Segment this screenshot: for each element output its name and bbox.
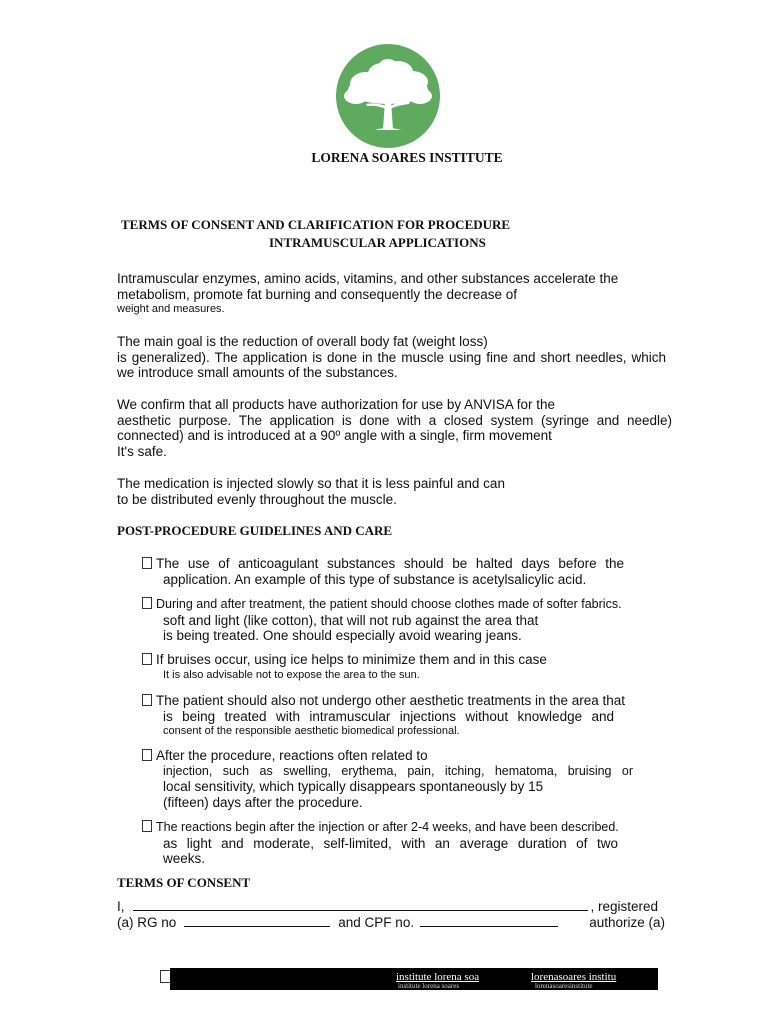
consent-name-line: I, , registered [117,899,658,914]
cpf-blank[interactable] [420,915,558,927]
checkbox-icon [142,557,152,569]
guideline-item-other-treatments: The patient should also not undergo other aesthetic treatments in the area that is being treated with intramuscular injections without knowledge and consent of the responsible aesthetic biomedical professional. [142,693,614,740]
footer-small-2: lorenasoaresinstitute [535,982,593,990]
footer-text-2: lorenasoares institu [531,971,617,983]
institute-logo [336,44,440,148]
consent-heading: TERMS OF CONSENT [117,875,251,890]
consent-id-line: (a) RG no and CPF no. authorize (a) [117,915,665,930]
rg-blank[interactable] [184,915,330,927]
paragraph-medication: The medication is injected slowly so that it is less painful and can to be distributed evenly throughout the muscle. [117,476,505,507]
paragraph-intro: Intramuscular enzymes, amino acids, vitamins, and other substances accelerate the metabolism, promote fat burning and consequently the decrease of weight and measures. [117,271,619,316]
guidelines-heading: POST-PROCEDURE GUIDELINES AND CARE [117,523,393,538]
institute-name: LORENA SOARES INSTITUTE [311,150,503,165]
footer-text-1: institute lorena soa [396,971,480,983]
checkbox-icon [142,597,152,609]
paragraph-goal: The main goal is the reduction of overall body fat (weight loss) is generalized). The application is done in the muscle using fine and short needles, which we introduce small amounts of the substances. [117,334,666,381]
checkbox-icon [142,694,152,706]
checkbox-icon [142,749,152,761]
document-subtitle: INTRAMUSCULAR APPLICATIONS [269,235,486,250]
guideline-item-reactions: After the procedure, reactions often related to injection, such as swelling, erythema, pain, itching, hematoma, bruising or local sensitivity, which typically disappears spontaneously by 15 (fifteen) days after the procedure. [142,748,633,810]
checkbox-icon [142,653,152,665]
guideline-item-anticoagulant: The use of anticoagulant substances should be halted days before the application. An example of this type of substance is acetylsalicylic acid. [142,556,624,587]
name-blank[interactable] [133,899,589,911]
footer-small-1: institute lorena soares [398,982,460,990]
guideline-item-reaction-timing: The reactions begin after the injection or after 2-4 weeks, and have been described. as light and moderate, self-limited, with an average duration of two weeks. [142,820,618,867]
tree-icon [336,44,440,148]
checkbox-icon [142,820,152,832]
paragraph-authorization: We confirm that all products have authorization for use by ANVISA for the aesthetic purpose. The application is done with a closed system (syringe and needle) connected) and is introduced at a 90º angle with a single, firm movement It's safe. [117,397,672,459]
guideline-item-bruises: If bruises occur, using ice helps to minimize them and in this case It is also advisable not to expose the area to the sun. [142,652,642,683]
document-title: TERMS OF CONSENT AND CLARIFICATION FOR PROCEDURE [121,217,511,232]
guideline-item-clothing: During and after treatment, the patient should choose clothes made of softer fabrics. soft and light (like cotton), that will not rub against the area that is being treated. One should especially avoid wearing jeans. [142,597,642,644]
